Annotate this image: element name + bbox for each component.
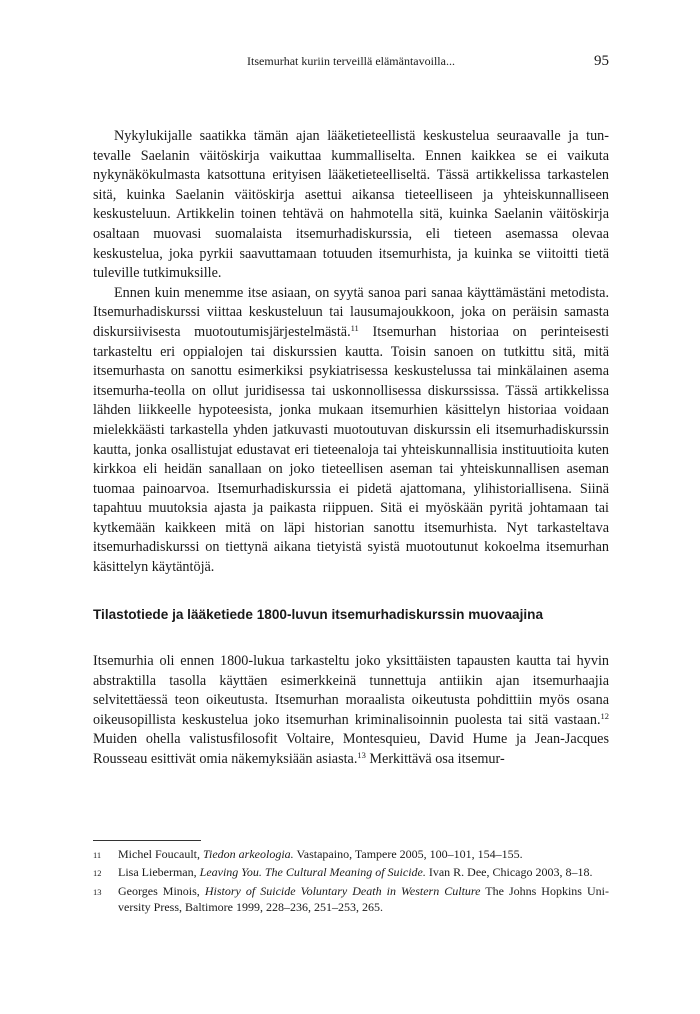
footnote-text: Georges Minois, <box>118 883 205 898</box>
running-title: Itsemurhat kuriin terveillä elämäntavoilla... <box>247 54 455 68</box>
paragraph-intro: Nykylukijalle saatikka tämän ajan lääketieteellistä keskustelua seuraavalle ja tuntevalle Saelanin väitöskirja vaikuttaa kummalliselta. Ennen kaikkea se ei vaikuta nykynäkökulmasta katsottuna erityisen lääketieteelliseltä. Tässä artikkelissa tarkastelen sitä, kuinka Saelanin väitöskirja asettui aikansa tieteelliseen ja yhteiskunnalliseen keskusteluun. Artikkelin toinen tehtävä on hahmotella sitä, kuinka Saelanin väitöskirja osaltaan muovasi suomalaista itsemurhadiskurssia, eli tieteen asemassa olevaa keskustelua, joka pyrkii saavuttamaan totuuden itsemurhista, ja kuinka se viitoitti tietä tuleville tutkimuksille. <box>93 128 609 282</box>
paragraph-method <box>93 284 609 578</box>
footnotes <box>93 846 609 918</box>
running-header <box>93 54 609 72</box>
paragraph-text: Itsemurhia oli ennen 1800-lukua tarkasteltu joko yksittäisten tapausten kautta tai hyvin abstraktilla tasolla käyttäen esimerkkeinä tunnettuja antiikin ajan itsemurhaajia selvitettäessä teon oikeutusta. Itsemurhan moraalista oikeutusta pohdittiin myös osana oikeusopillista keskustelua joko itsemurhan kriminalisoinnin puolesta tai sitä vastaan. <box>93 653 609 728</box>
footnote-text: Ivan R. Dee, Chicago 2003, 8–18. <box>425 865 593 880</box>
footnote-ref-13[interactable]: 13 <box>357 749 366 760</box>
footnote-title: Tiedon arkeologia. <box>202 847 294 861</box>
footnote-divider <box>93 840 201 841</box>
footnote-text: Lisa Lieberman, <box>118 865 200 880</box>
footnote-title: History of Suicide Voluntary Death in Western Culture <box>204 883 481 898</box>
footnote-text: Vastapaino, Tampere 2005, 100–101, 154–155. <box>293 847 523 861</box>
paragraph-text: Ennen kuin menemme itse asiaan, on syytä sanoa pari sanaa käyttämästäni metodista. Itsemurhadiskurssi viittaa keskusteluun tai lausumajoukkoon, joka on peräisin samasta diskursiivisesta muotoutumisjärjestelmästä. <box>93 284 609 340</box>
footnote-item <box>93 883 609 916</box>
footnote-number: 12 <box>93 868 102 879</box>
footnote-title: Leaving You. The Cultural Meaning of Suicide. <box>199 865 426 880</box>
footnote-number: 13 <box>93 886 102 897</box>
main-text-block <box>93 127 609 578</box>
section-heading: Tilastotiede ja lääketiede 1800-luvun itsemurhadiskurssin muovaajina <box>93 607 544 622</box>
page-number: 95 <box>594 53 609 69</box>
footnote-item <box>93 846 609 862</box>
paragraph-history <box>93 652 609 770</box>
footnote-ref-12[interactable]: 12 <box>600 710 609 721</box>
paragraph-text: Itsemurhan historiaa on perinteisesti tarkasteltu eri oppialojen tai diskurssien kautta. Toisin sanoen on tutkittu sitä, mitä itsemurhasta on sanottu esimerkiksi psykiatrisessa keskustelussa tai minkälainen asema itsemurha-teolla on ollut juridisessa tai uskonnollisessa diskurssissa. Tässä artikkelissa lähden liikkeelle hypoteesista, jonka mukaan itsemurhien käsittelyn historiaa voidaan mielekkäästi tarkastella yhden jatkuvasti muotoutuvan diskurssin eli itsemurhadiskurssin kautta, jonka osallistujat edustavat eri tieteenaloja tai yhteiskunnallisia instituutioita kuten kirkkoa eli heidän sanallaan on joko tieteellisen aseman tai yhteiskunnallisen aseman tuomaa painoarvoa. Itsemurhadiskurssia ei pidetä ajattomana, ylihistoriallisena. Siinä tapahtuu muutoksia ajasta ja paikasta riippuen. Sitä ei myöskään pyritä johtamaan tai kytkemään kaikkeen mitä on läpi historian sanottu itsemurhista. Nyt tarkasteltava itsemurhadiskurssi on tiettynä aikana tietyistä syistä muotoutunut kokoelma itsemurhan käsittelyn käytäntöjä. <box>93 323 610 576</box>
footnote-text: The Johns Hopkins University Press, Baltimore 1999, 228–236, 251–253, 265. <box>118 883 610 915</box>
footnote-number: 11 <box>93 850 102 860</box>
section-text-block <box>93 652 609 770</box>
footnote-ref-11[interactable]: 11 <box>350 322 359 333</box>
paragraph-text: Merkittävä osa itsemur- <box>365 750 505 767</box>
footnote-item <box>93 864 609 880</box>
footnote-text: Michel Foucault, <box>118 847 203 861</box>
paragraph-text: Muiden ohella valistusfilosofit Voltaire, Montesquieu, David Hume ja Jean-Jacques Rousseau esittivät omia näkemyksiään asiasta. <box>93 731 609 767</box>
